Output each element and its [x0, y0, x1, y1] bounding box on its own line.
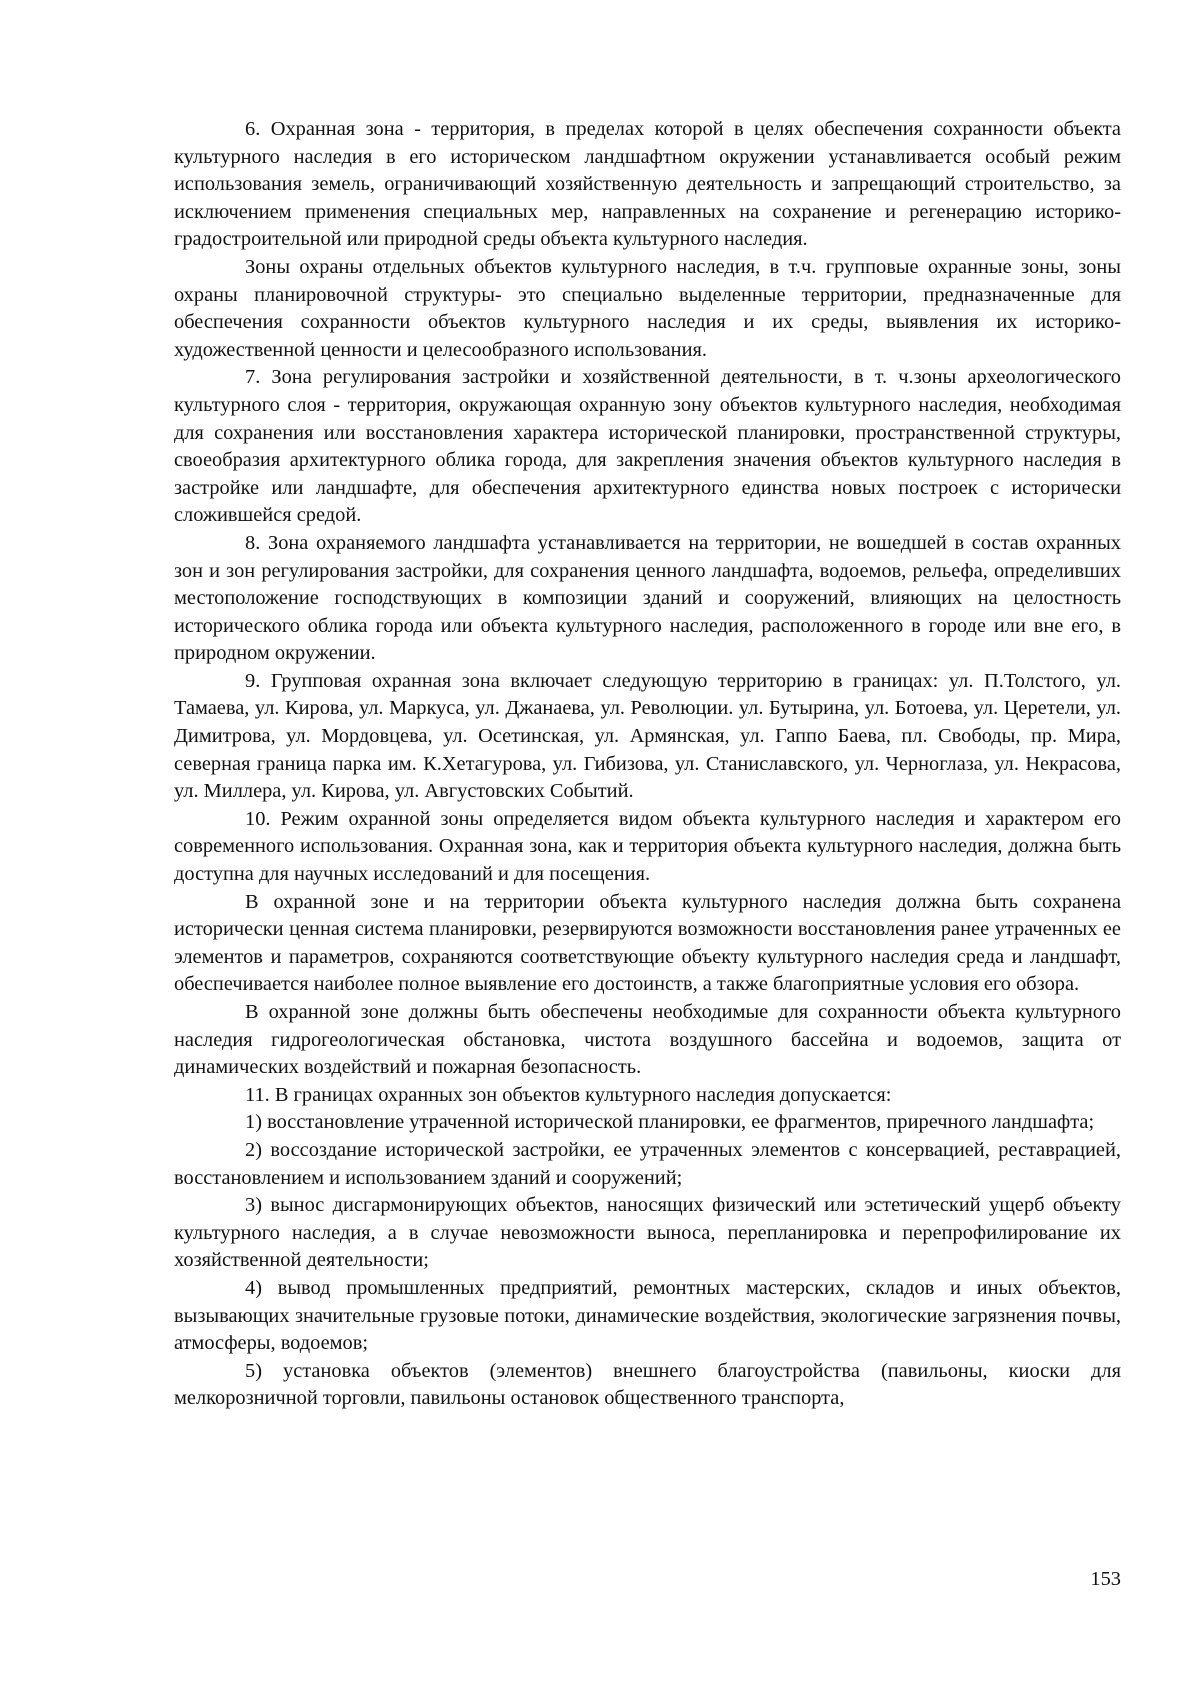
- list-item-3: 3) вынос дисгармонирующих объектов, наносящих физический или эстетический ущерб объекту культурного наследия, а в случае невозможности выноса, перепланировка и перепрофилирование их хозяйственной деятельности;: [174, 1194, 1121, 1272]
- list-item-1: 1) восстановление утраченной исторической планировки, ее фрагментов, приречного ландшафта;: [245, 1111, 1095, 1134]
- document-body: [174, 116, 1121, 1413]
- paragraph-zones: Зоны охраны отдельных объектов культурного наследия, в т.ч. групповые охранные зоны, зоны охраны планировочной структуры- это специально выделенные территории, предназначенные для обеспечения сохранности объектов культурного наследия и их среды, выявления их историко-художественной ценности и целесообразного использования.: [174, 255, 1121, 361]
- paragraph-8: 8. Зона охраняемого ландшафта устанавливается на территории, не вошедшей в состав охранных зон и зон регулирования застройки, для сохранения ценного ландшафта, водоемов, рельефа, определивших местоположение господствующих в композиции зданий и сооружений, влияющих на целостность исторического облика города или объекта культурного наследия, расположенного в городе или вне его, в природном окружении.: [174, 531, 1121, 665]
- list-item-4: 4) вывод промышленных предприятий, ремонтных мастерских, складов и иных объектов, вызывающих значительные грузовые потоки, динамические воздействия, экологические загрязнения почвы, атмосферы, водоемов;: [174, 1276, 1121, 1355]
- list-item-2: 2) воссоздание исторической застройки, ее утраченных элементов с консервацией, реставрацией, восстановлением и использованием зданий и сооружений;: [174, 1138, 1121, 1189]
- list-item-5: 5) установка объектов (элементов) внешнего благоустройства (павильоны, киоски для мелкорозничной торговли, павильоны остановок общественного транспорта,: [174, 1359, 1121, 1410]
- paragraph-7: 7. Зона регулирования застройки и хозяйственной деятельности, в т. ч.зоны археологического культурного слоя - территория, окружающая охранную зону объектов культурного наследия, необходимая для сохранения или восстановления характера исторической планировки, пространственной структуры, своеобразия архитектурного облика города, для закрепления значения объектов культурного наследия в застройке или ландшафте, для обеспечения архитектурного единства новых построек с исторически сложившейся средой.: [174, 366, 1121, 527]
- paragraph-10-territory: В охранной зоне и на территории объекта культурного наследия должна быть сохранена исторически ценная система планировки, резервируются возможности восстановления ранее утраченных ее элементов и параметров, сохраняются соответствующие объекту культурного наследия среда и ландшафт, обеспечивается наиболее полное выявление его достоинств, а также благоприятные условия его обзора.: [174, 890, 1121, 996]
- paragraph-6: 6. Охранная зона - территория, в пределах которой в целях обеспечения сохранности объекта культурного наследия в его историческом ландшафтном окружении устанавливается особый режим использования земель, ограничивающий хозяйственную деятельность и запрещающий строительство, за исключением применения специальных мер, направленных на сохранение и регенерацию историко-градостроительной или природной среды объекта культурного наследия.: [174, 118, 1121, 251]
- paragraph-10: 10. Режим охранной зоны определяется видом объекта культурного наследия и характером его современного использования. Охранная зона, как и территория объекта культурного наследия, должна быть доступна для научных исследований и для посещения.: [174, 807, 1121, 886]
- paragraph-11: 11. В границах охранных зон объектов культурного наследия допускается:: [245, 1083, 892, 1106]
- paragraph-9: 9. Групповая охранная зона включает следующую территорию в границах: ул. П.Толстого, ул. Тамаева, ул. Кирова, ул. Маркуса, ул. Джанаева, ул. Революции. ул. Бутырина, ул. Ботоева, ул. Церетели, ул. Димитрова, ул. Мордовцева, ул. Осетинская, ул. Армянская, ул. Гаппо Баева, пл. Свободы, пр. Мира, северная граница парка им. К.Хетагурова, ул. Гибизова, ул. Станиславского, ул. Черноглаза, ул. Некрасова, ул. Миллера, ул. Кирова, ул. Августовских Событий.: [174, 669, 1121, 803]
- page-number: 153: [1090, 1568, 1121, 1590]
- paragraph-10-safety: В охранной зоне должны быть обеспечены необходимые для сохранности объекта культурного наследия гидрогеологическая обстановка, чистота воздушного бассейна и водоемов, защита от динамических воздействий и пожарная безопасность.: [174, 1001, 1121, 1079]
